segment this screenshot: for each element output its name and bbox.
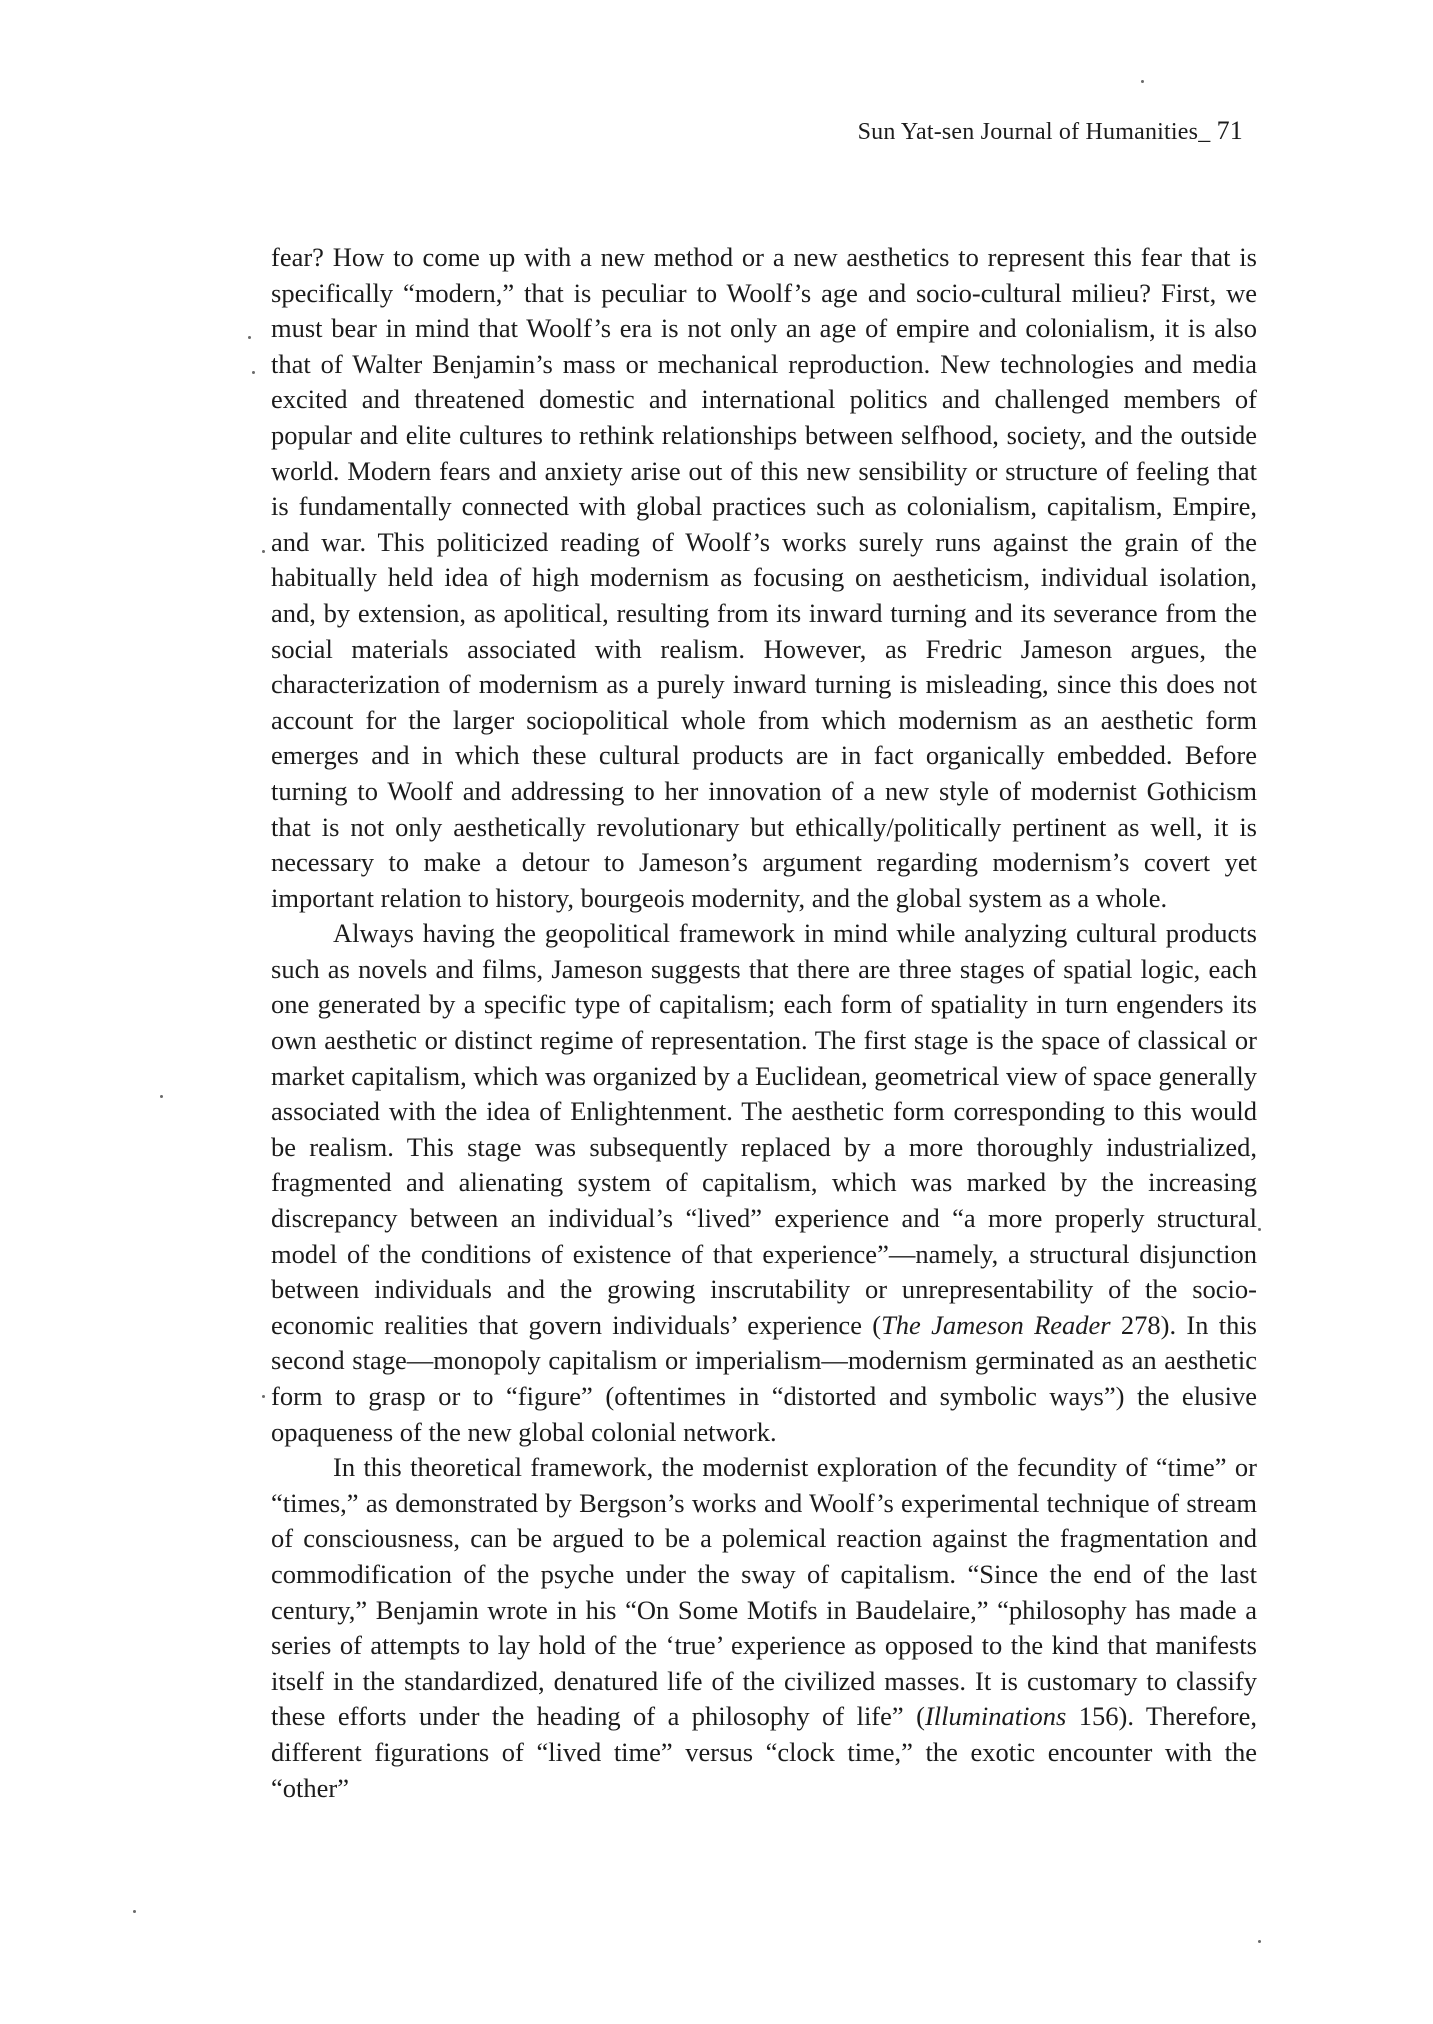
scan-speck — [1258, 1228, 1261, 1231]
scan-speck — [252, 371, 255, 374]
page-number: 71 — [1216, 116, 1243, 145]
running-header — [858, 116, 1243, 146]
header-separator: _ — [1198, 119, 1211, 145]
paragraph-3 — [271, 1450, 1257, 1806]
scan-speck — [1141, 80, 1144, 83]
scan-speck — [133, 1910, 136, 1913]
scan-speck — [248, 336, 251, 339]
cited-title: The Jameson Reader — [881, 1309, 1111, 1340]
scan-speck — [160, 1095, 163, 1098]
scan-speck — [262, 550, 265, 553]
paragraph-text: 156). Therefore, different figurations of “lived time” versus “clock time,” the exotic encounter with the “other” — [271, 1701, 1257, 1803]
paragraph-2 — [271, 916, 1257, 1450]
scan-speck — [1258, 1940, 1261, 1943]
journal-title: Sun Yat-sen Journal of Humanities — [857, 119, 1199, 145]
paragraph-text: Always having the geopolitical framework in mind while analyzing cultural products such as novels and films, Jameson suggests that there are three stages of spatial logic, each one generated by a specific type of capitalism; each form of spatiality in turn engenders its own aesthetic or distinct regime of representation. The first stage is the space of classical or market capitalism, which was organized by a Euclidean, geometrical view of space generally associated with the idea of Enlightenment. The aesthetic form corresponding to this would be realism. This stage was subsequently replaced by a more thoroughly industrialized, fragmented and alienating system of capitalism, which was marked by the increasing discrepancy between an individual’s “lived” experience and “a more properly structural model of the conditions of existence of that experience”—namely, a structural disjunction between individuals and the growing inscrutability or unrepresentability of the socio-economic realities that govern individuals’ experience ( — [271, 918, 1257, 1340]
cited-title: Illuminations — [924, 1701, 1067, 1732]
paragraph-text: In this theoretical framework, the modernist exploration of the fecundity of “time” or “times,” as demonstrated by Bergson’s works and Woolf’s experimental technique of stream of consciousness, can be argued to be a polemical reaction against the fragmentation and commodification of the psyche under the sway of capitalism. “Since the end of the last century,” Benjamin wrote in his “On Some Motifs in Baudelaire,” “philosophy has made a series of attempts to lay hold of the ‘true’ experience as opposed to the kind that manifests itself in the standardized, denatured life of the civilized masses. It is customary to classify these efforts under the heading of a philosophy of life” ( — [271, 1452, 1257, 1732]
body-text — [271, 240, 1257, 1806]
scan-speck — [262, 1395, 265, 1398]
paragraph-text: fear? How to come up with a new method or a new aesthetics to represent this fear that is specifically “modern,” that is peculiar to Woolf’s age and socio-cultural milieu? First, we must bear in mind that Woolf’s era is not only an age of empire and colonialism, it is also that of Walter Benjamin’s mass or mechanical reproduction. New technologies and media excited and threatened domestic and international politics and challenged members of popular and elite cultures to rethink relationships between selfhood, society, and the outside world. Modern fears and anxiety arise out of this new sensibility or structure of feeling that is fundamentally connected with global practices such as colonialism, capitalism, Empire, and war. This politicized reading of Woolf’s works surely runs against the grain of the habitually held idea of high modernism as focusing on aestheticism, individual isolation, and, by extension, as apolitical, resulting from its inward turning and its severance from the social materials associated with realism. However, as Fredric Jameson argues, the characterization of modernism as a purely inward turning is misleading, since this does not account for the larger sociopolitical whole from which modernism as an aesthetic form emerges and in which these cultural products are in fact organically embedded. Before turning to Woolf and addressing to her innovation of a new style of modernist Gothicism that is not only aesthetically revolutionary but ethically/politically pertinent as well, it is necessary to make a detour to Jameson’s argument regarding modernism’s covert yet important relation to history, bourgeois modernity, and the global system as a whole. — [271, 242, 1257, 913]
paragraph-1 — [271, 240, 1257, 916]
paragraph-text: 278). In this second stage—monopoly capitalism or imperialism—modernism germinated as an aesthetic form to grasp or to “figure” (oftentimes in “distorted and symbolic ways”) the elusive opaqueness of the new global colonial network. — [271, 1309, 1257, 1447]
